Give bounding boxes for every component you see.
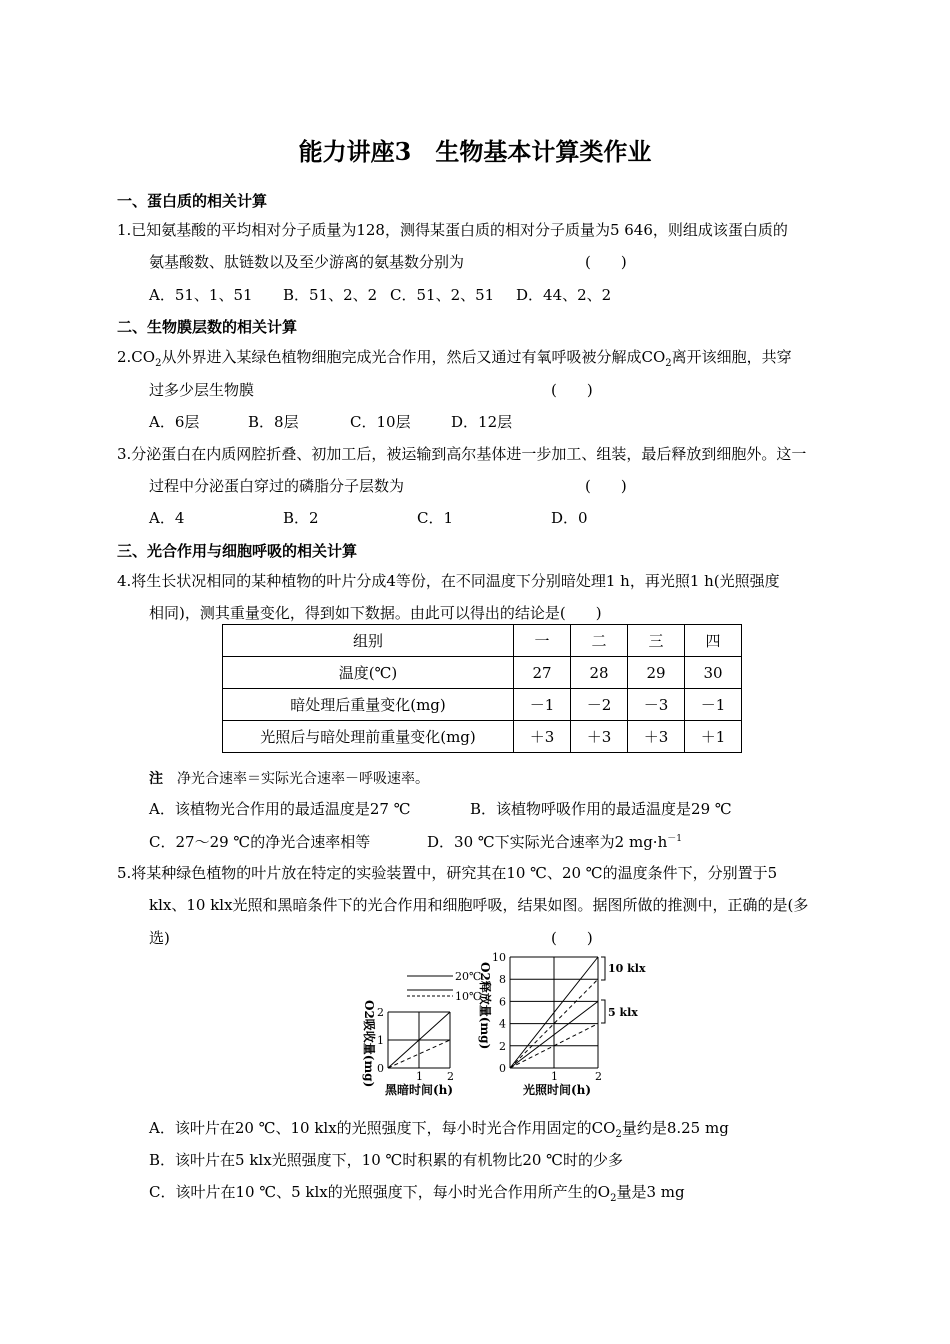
table-cell: ＋3	[628, 721, 685, 753]
q2-option-a: A．6层	[149, 413, 200, 431]
table-cell: ＋3	[514, 721, 571, 753]
q3-option-b: B．2	[283, 509, 319, 527]
right-y-tick-label: 10	[492, 951, 506, 964]
q2-option-c: C．10层	[350, 413, 411, 431]
right-y-tick-label: 6	[499, 995, 506, 1009]
table-cell: －1	[685, 689, 742, 721]
q3-option-d: D．0	[551, 509, 588, 527]
table-cell: 组别	[223, 625, 514, 657]
chart-dark-oxygen-uptake	[362, 970, 481, 1097]
q5-option-b: B．该叶片在5 klx光照强度下，10 ℃时积累的有机物比20 ℃时的少多	[149, 1151, 623, 1169]
q4-line1: 4.将生长状况相同的某种植物的叶片分成4等份，在不同温度下分别暗处理1 h，再光照1 h(光照强度	[117, 572, 780, 590]
brace-5klx	[601, 1000, 605, 1023]
q1-option-b: B．51、2、2	[283, 286, 378, 304]
table-cell: 27	[514, 657, 571, 689]
table-cell: 光照后与暗处理前重量变化(mg)	[223, 721, 514, 753]
q5-line1: 5.将某种绿色植物的叶片放在特定的实验装置中，研究其在10 ℃、20 ℃的温度条件下，分别置于5	[117, 864, 778, 882]
table-cell: 四	[685, 625, 742, 657]
q3-line2: 过程中分泌蛋白穿过的磷脂分子层数为	[149, 477, 405, 495]
q3-option-c: C．1	[417, 509, 454, 527]
legend-label-10c: 10℃	[455, 990, 482, 1003]
q5-line2: klx、10 klx光照和黑暗条件下的光合作用和细胞呼吸，结果如图。据图所做的推测中，正确的是(多	[149, 896, 809, 914]
brace-10klx	[601, 957, 605, 980]
table-cell: 28	[571, 657, 628, 689]
right-y-tick-label: 0	[499, 1062, 506, 1075]
left-x-tick-label: 2	[447, 1070, 454, 1083]
table-cell: 温度(℃)	[223, 657, 514, 689]
left-y-tick-label: 0	[377, 1062, 384, 1075]
q3-paren: ( )	[585, 477, 627, 495]
q4-option-a: A．该植物光合作用的最适温度是27 ℃	[149, 800, 411, 818]
right-y-tick-label: 2	[499, 1039, 506, 1053]
table-cell: 暗处理后重量变化(mg)	[223, 689, 514, 721]
left-x-tick-label: 1	[416, 1070, 423, 1083]
table-cell: 一	[514, 625, 571, 657]
legend-label-20c: 20℃	[455, 970, 482, 983]
left-y-tick-label: 1	[377, 1034, 384, 1047]
section-heading-3: 三、光合作用与细胞呼吸的相关计算	[117, 542, 358, 560]
q2-option-d: D．12层	[451, 413, 513, 431]
right-y-axis-label: O2释放量(mg)	[478, 962, 492, 1050]
q5-option-c: C．该叶片在10 ℃、5 klx的光照强度下，每小时光合作用所产生的$O_2$量是3 mg	[149, 1183, 685, 1204]
table-cell: ＋3	[571, 721, 628, 753]
q1-line1: 1.已知氨基酸的平均相对分子质量为128，测得某蛋白质的相对分子质量为5 646，则组成该蛋白质的	[117, 221, 788, 239]
q2-option-b: B．8层	[248, 413, 299, 431]
chart-light-oxygen-release	[478, 951, 646, 1097]
q3-option-a: A．4	[149, 509, 185, 527]
table-cell: 29	[628, 657, 685, 689]
q4-option-d: D．30 ℃下实际光合速率为2 $mg\cdot h^{-1}$	[427, 833, 682, 851]
right-x-tick-label: 1	[551, 1070, 558, 1083]
table-cell: －3	[628, 689, 685, 721]
table-cell: －2	[571, 689, 628, 721]
table-cell: －1	[514, 689, 571, 721]
table-cell: ＋1	[685, 721, 742, 753]
q5-line3: 选)	[149, 929, 170, 947]
q2-line2: 过多少层生物膜	[149, 381, 255, 399]
page-title: 能力讲座3 生物基本计算类作业	[298, 137, 652, 166]
q1-option-a: A．51、1、51	[149, 286, 253, 304]
table-row	[223, 721, 742, 753]
table-cell: 30	[685, 657, 742, 689]
q2-paren: ( )	[551, 381, 593, 399]
annotation-10klx: 10 klx	[608, 962, 646, 975]
q1-line2: 氨基酸数、肽链数以及至少游离的氨基数分别为	[149, 253, 465, 271]
q1-option-c: C．51、2、51	[390, 286, 495, 304]
q5-paren: ( )	[551, 929, 593, 947]
left-x-axis-label: 黑暗时间(h)	[385, 1083, 454, 1097]
table-cell: 三	[628, 625, 685, 657]
left-y-axis-label: O2吸收量(mg)	[362, 1000, 376, 1088]
right-y-tick-label: 4	[499, 1017, 506, 1031]
q1-option-d: D．44、2、2	[516, 286, 612, 304]
table-row	[223, 689, 742, 721]
q4-note: 注 净光合速率＝实际光合速率－呼吸速率。	[149, 771, 429, 787]
q4-line2: 相同)，测其重量变化，得到如下数据。由此可以得出的结论是( )	[149, 604, 602, 622]
left-y-tick-label: 2	[377, 1006, 384, 1019]
q3-line1: 3.分泌蛋白在内质网腔折叠、初加工后，被运输到高尔基体进一步加工、组装，最后释放到细胞外。这一	[117, 445, 807, 463]
q2-line1: $2.CO_2$从外界进入某绿色植物细胞完成光合作用，然后又通过有氧呼吸被分解成$CO_2$离开该细胞，共穿	[117, 348, 792, 369]
annotation-5klx: 5 klx	[608, 1006, 638, 1019]
q4-data-table	[222, 624, 742, 753]
right-y-tick-label: 8	[499, 973, 506, 987]
section-heading-2: 二、生物膜层数的相关计算	[117, 318, 298, 336]
q1-paren: ( )	[585, 253, 627, 271]
right-x-axis-label: 光照时间(h)	[523, 1083, 592, 1097]
table-cell: 二	[571, 625, 628, 657]
right-x-tick-label: 2	[595, 1070, 602, 1083]
q4-option-b: B．该植物呼吸作用的最适温度是29 ℃	[470, 800, 732, 818]
q5-option-a: A．该叶片在20 ℃、10 klx的光照强度下，每小时光合作用固定的$CO_2$量约是8.25 mg	[149, 1119, 729, 1140]
table-row	[223, 657, 742, 689]
section-heading-1: 一、蛋白质的相关计算	[117, 192, 268, 210]
table-header-row	[223, 625, 742, 657]
q4-option-c: C．27～29 ℃的净光合速率相等	[149, 833, 371, 851]
q5-figure	[355, 950, 665, 1110]
